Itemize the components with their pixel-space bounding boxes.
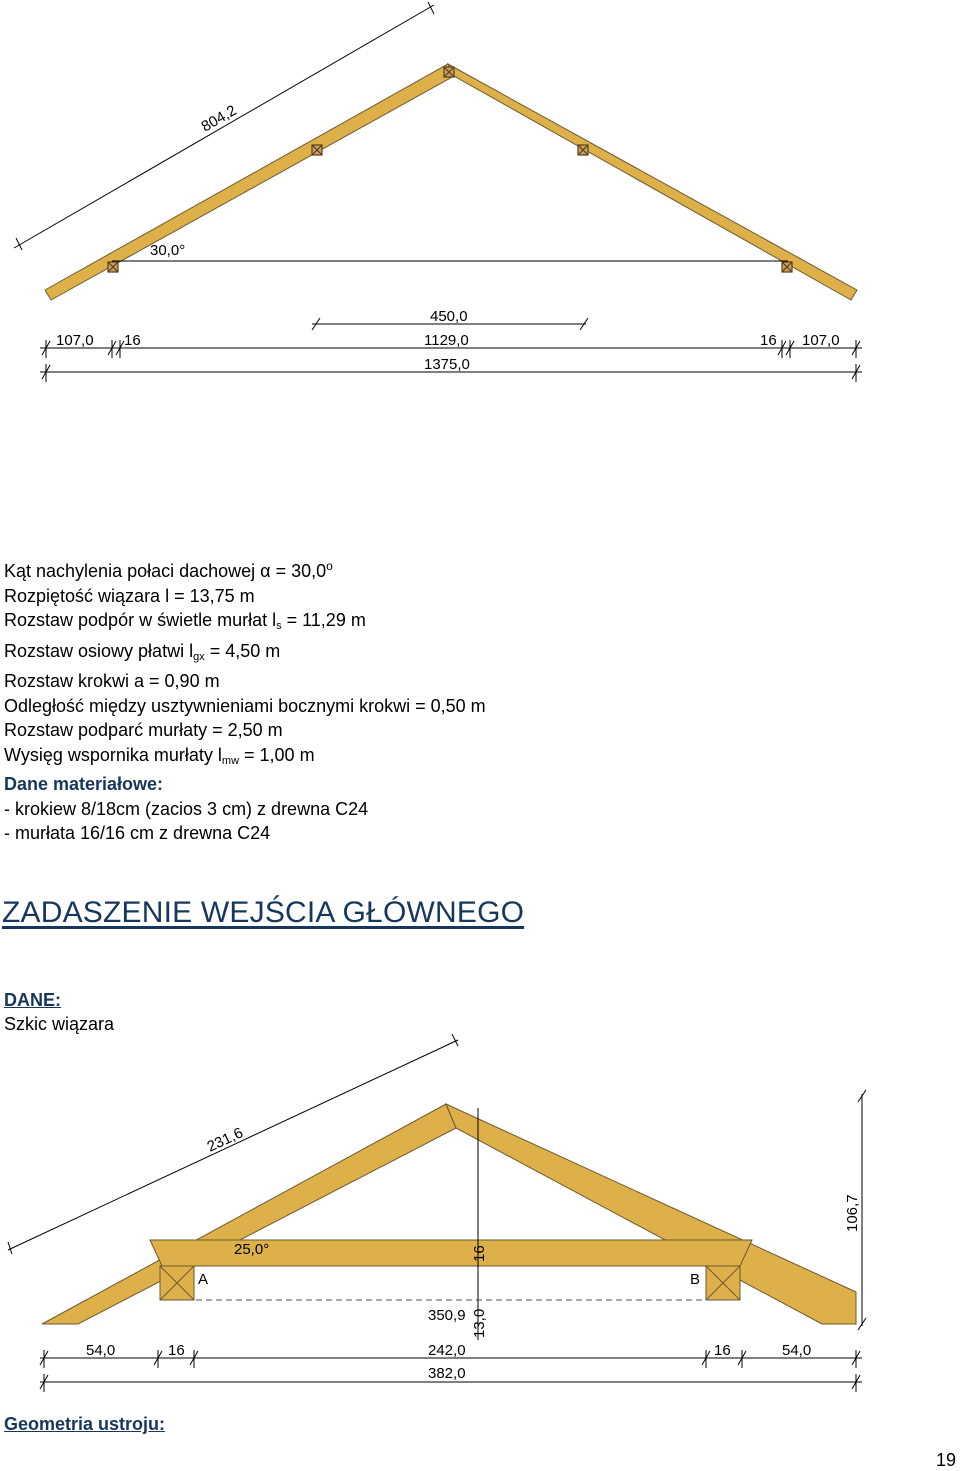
height-label: 106,7 [844,1194,861,1232]
param-roof-angle: Kąt nachylenia połaci dachowej $\alpha = 30,0^o$ [4,559,333,581]
canopy-dim-left-overhang: 54,0 [86,1342,116,1359]
param-purlin-spacing: Rozstaw osiowy płatwi $l_{gx} = 4,50$ m [4,640,281,663]
param-wallplate-cantilever: Wysięg wspornika murłaty $l_{mw} = 1,00$ m [4,744,315,767]
canopy-dim-right-overhang: 54,0 [782,1342,812,1359]
support-b [706,1266,740,1300]
rafter-length-label: 804,2 [198,101,240,136]
support-a-label: A [198,1271,209,1288]
material-rafter: - krokiew 8/18cm (zacios 3 cm) z drewna C24 [4,798,369,819]
dim-left-overhang: 107,0 [56,332,94,349]
param-span: Rozpiętość wiązara l = 13,75 m [4,585,255,606]
dim-left-wallplate: 16 [124,332,141,349]
dim-total: 1375,0 [424,356,470,373]
canopy-right-rafter [446,1104,856,1324]
angle-label: 30,0° [150,242,186,259]
materials-heading: Dane materiałowe: [4,774,164,794]
dim-clear-span: 1129,0 [424,332,469,349]
material-wallplate: - murłata 16/16 cm z drewna C24 [4,823,271,843]
dim-450: 450,0 [430,308,468,325]
geometry-heading: Geometria ustroju: [4,1414,166,1434]
dim-right-wallplate: 16 [760,332,777,349]
support-b-label: B [690,1271,701,1288]
canopy-dim-total: 382,0 [428,1365,466,1382]
canopy-dim-right-wallplate: 16 [714,1342,731,1359]
support-a [160,1266,194,1300]
canopy-dim-left-wallplate: 16 [168,1342,185,1359]
tie-offset-label: 16 [471,1245,488,1262]
param-rafter-spacing: Rozstaw krokwi a = 0,90 m [4,671,220,691]
page-number: 19 [935,1450,956,1470]
data-heading: DANE: [4,990,61,1010]
section-title: ZADASZENIE WEJŚCIA GŁÓWNEGO [2,896,525,929]
canopy-dim-clear-span: 242,0 [428,1342,466,1359]
param-clear-span: Rozstaw podpór w świetle murłat $l_s = 11,29$ m [4,610,366,632]
canopy-rafter-length: 231,6 [204,1124,246,1156]
param-wallplate-support: Rozstaw podparć murłaty = 2,50 m [4,720,283,740]
dim-right-overhang: 107,0 [802,332,840,349]
sketch-label: Szkic wiązara [4,1014,115,1034]
dim-support-span: 350,9 [428,1307,466,1324]
param-bracing-spacing: Odległość między usztywnieniami bocznymi krokwi = 0,50 m [4,695,486,716]
canopy-angle-label: 25,0° [234,1241,270,1258]
dim-vertical-small: 13,0 [471,1308,488,1338]
